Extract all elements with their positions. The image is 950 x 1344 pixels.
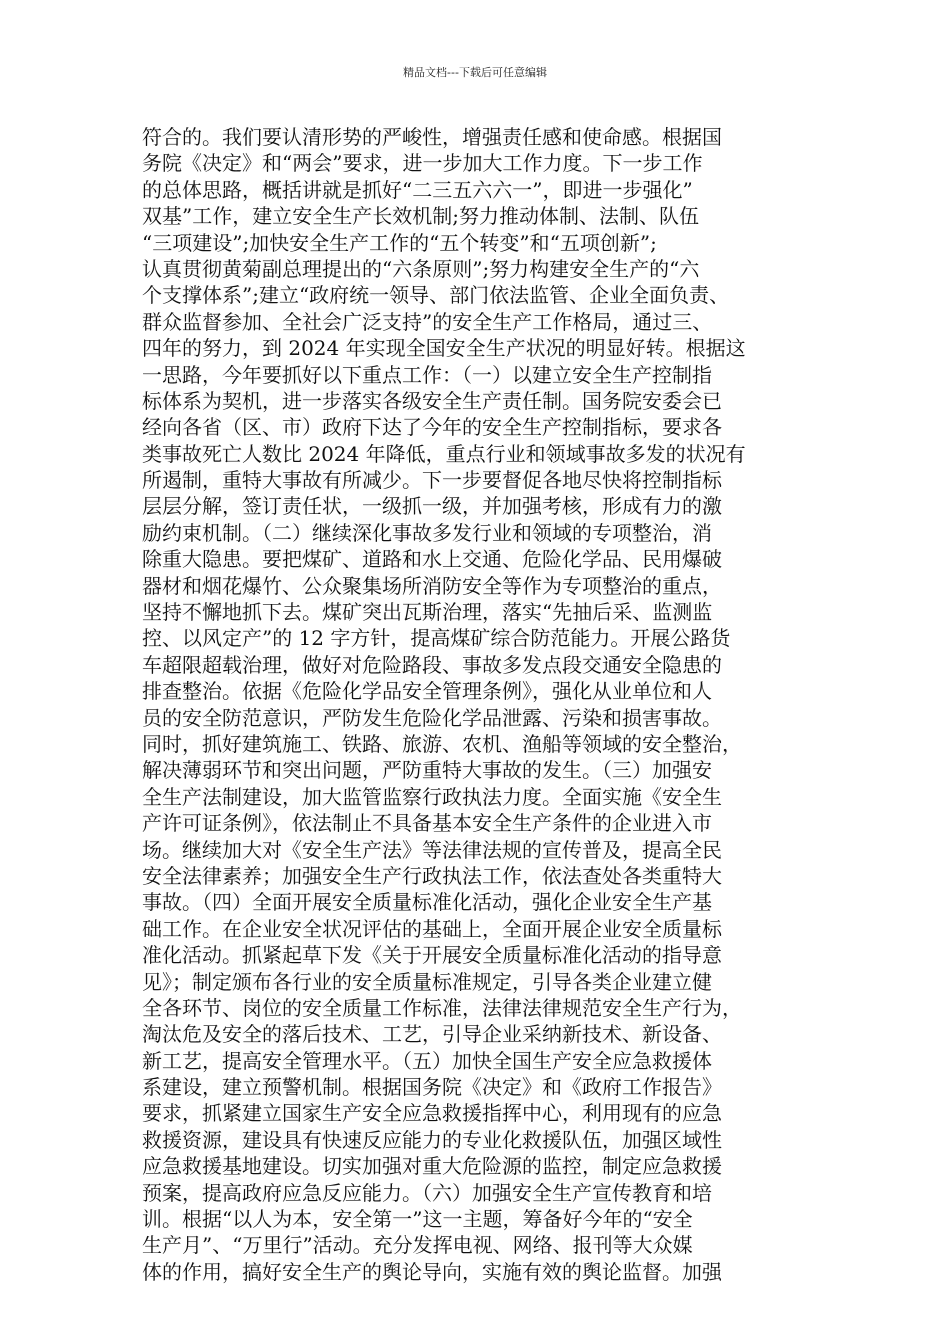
text-line: 解决薄弱环节和突出问题，严防重特大事故的发生。（三）加强安 [142, 758, 712, 783]
text-line: 场。继续加大对《安全生产法》等法律法规的宣传普及，提高全民 [142, 837, 722, 862]
text-line: 务院《决定》和“两会”要求，进一步加大工作力度。下一步工作 [142, 151, 703, 176]
text-line: 控、以风定产”的 12 字方针，提高煤矿综合防范能力。开展公路货 [142, 626, 731, 651]
text-line: 双基”工作，建立安全生产长效机制;努力推动体制、法制、队伍 [142, 204, 699, 229]
text-line: “三项建设”;加快安全生产工作的“五个转变”和“五项创新”; [142, 230, 657, 255]
text-line: 淘汰危及安全的落后技术、工艺，引导企业采纳新技术、新设备、 [142, 1022, 722, 1047]
text-line: 同时，抓好建筑施工、铁路、旅游、农机、渔船等领域的安全整治， [142, 731, 742, 756]
text-line: 础工作。在企业安全状况评估的基础上，全面开展企业安全质量标 [142, 916, 722, 941]
text-line: 类事故死亡人数比 2024 年降低，重点行业和领域事故多发的状况有 [142, 441, 746, 466]
text-line: 所遏制，重特大事故有所减少。下一步要督促各地尽快将控制指标 [142, 468, 722, 493]
text-line: 的总体思路，概括讲就是抓好“二三五六六一”，即进一步强化” [142, 177, 693, 202]
text-line: 励约束机制。（二）继续深化事故多发行业和领域的专项整治，消 [142, 520, 712, 545]
text-line: 除重大隐患。要把煤矿、道路和水上交通、危险化学品、民用爆破 [142, 547, 722, 572]
body-text [142, 124, 812, 1285]
text-line: 全生产法制建设，加大监管监察行政执法力度。全面实施《安全生 [142, 784, 722, 809]
text-line: 个支撑体系”;建立“政府统一领导、部门依法监管、企业全面负责、 [142, 283, 730, 308]
text-line: 准化活动。抓紧起草下发《关于开展安全质量标准化活动的指导意 [142, 943, 722, 968]
text-line: 器材和烟花爆竹、公众聚集场所消防安全等作为专项整治的重点， [142, 573, 722, 598]
text-line: 应急救援基地建设。切实加强对重大危险源的监控，制定应急救援 [142, 1154, 722, 1179]
text-line: 群众监督参加、全社会广泛支持”的安全生产工作格局，通过三、 [142, 309, 713, 334]
text-line: 坚持不懈地抓下去。煤矿突出瓦斯治理，落实“先抽后采、监测监 [142, 600, 713, 625]
text-line: 全各环节、岗位的安全质量工作标准，法律法律规范安全生产行为， [142, 995, 742, 1020]
text-line: 车超限超载治理，做好对危险路段、事故多发点段交通安全隐患的 [142, 652, 722, 677]
text-line: 生产月”、“万里行”活动。充分发挥电视、网络、报刊等大众媒 [142, 1233, 693, 1258]
text-line: 要求，抓紧建立国家生产安全应急救援指挥中心，利用现有的应急 [142, 1101, 722, 1126]
text-line: 安全法律素养；加强安全生产行政执法工作，依法查处各类重特大 [142, 863, 722, 888]
text-line: 员的安全防范意识，严防发生危险化学品泄露、污染和损害事故。 [142, 705, 722, 730]
text-line: 符合的。我们要认清形势的严峻性，增强责任感和使命感。根据国 [142, 125, 722, 149]
text-line: 系建设，建立预警机制。根据国务院《决定》和《政府工作报告》 [142, 1075, 722, 1100]
text-line: 标体系为契机，进一步落实各级安全生产责任制。国务院安委会已 [142, 388, 722, 413]
text-line: 见》；制定颁布各行业的安全质量标准规定，引导各类企业建立健 [142, 969, 712, 994]
text-line: 认真贯彻黄菊副总理提出的“六条原则”;努力构建安全生产的“六 [142, 256, 700, 281]
text-line: 体的作用，搞好安全生产的舆论导向，实施有效的舆论监督。加强 [142, 1259, 722, 1284]
text-line: 经向各省（区、市）政府下达了今年的安全生产控制指标，要求各 [142, 415, 722, 440]
page-header: 精品文档---下载后可任意编辑 [403, 66, 547, 79]
text-line: 救援资源，建设具有快速反应能力的专业化救援队伍，加强区域性 [142, 1127, 722, 1152]
text-line: 排查整治。依据《危险化学品安全管理条例》，强化从业单位和人 [142, 679, 712, 704]
text-line: 四年的努力，到 2024 年实现全国安全生产状况的明显好转。根据这 [142, 336, 746, 361]
text-line: 训。根据“以人为本，安全第一”这一主题，筹备好今年的“安全 [142, 1207, 693, 1232]
text-line: 事故。（四）全面开展安全质量标准化活动，强化企业安全生产基 [142, 890, 712, 915]
text-line: 新工艺，提高安全管理水平。（五）加快全国生产安全应急救援体 [142, 1048, 712, 1073]
text-line: 层层分解，签订责任状，一级抓一级，并加强考核，形成有力的激 [142, 494, 722, 519]
text-line: 预案，提高政府应急反应能力。（六）加强安全生产宣传教育和培 [142, 1180, 712, 1205]
text-line: 产许可证条例》，依法制止不具备基本安全生产条件的企业进入市 [142, 811, 712, 836]
text-line: 一思路，今年要抓好以下重点工作：（一）以建立安全生产控制指 [142, 362, 712, 387]
